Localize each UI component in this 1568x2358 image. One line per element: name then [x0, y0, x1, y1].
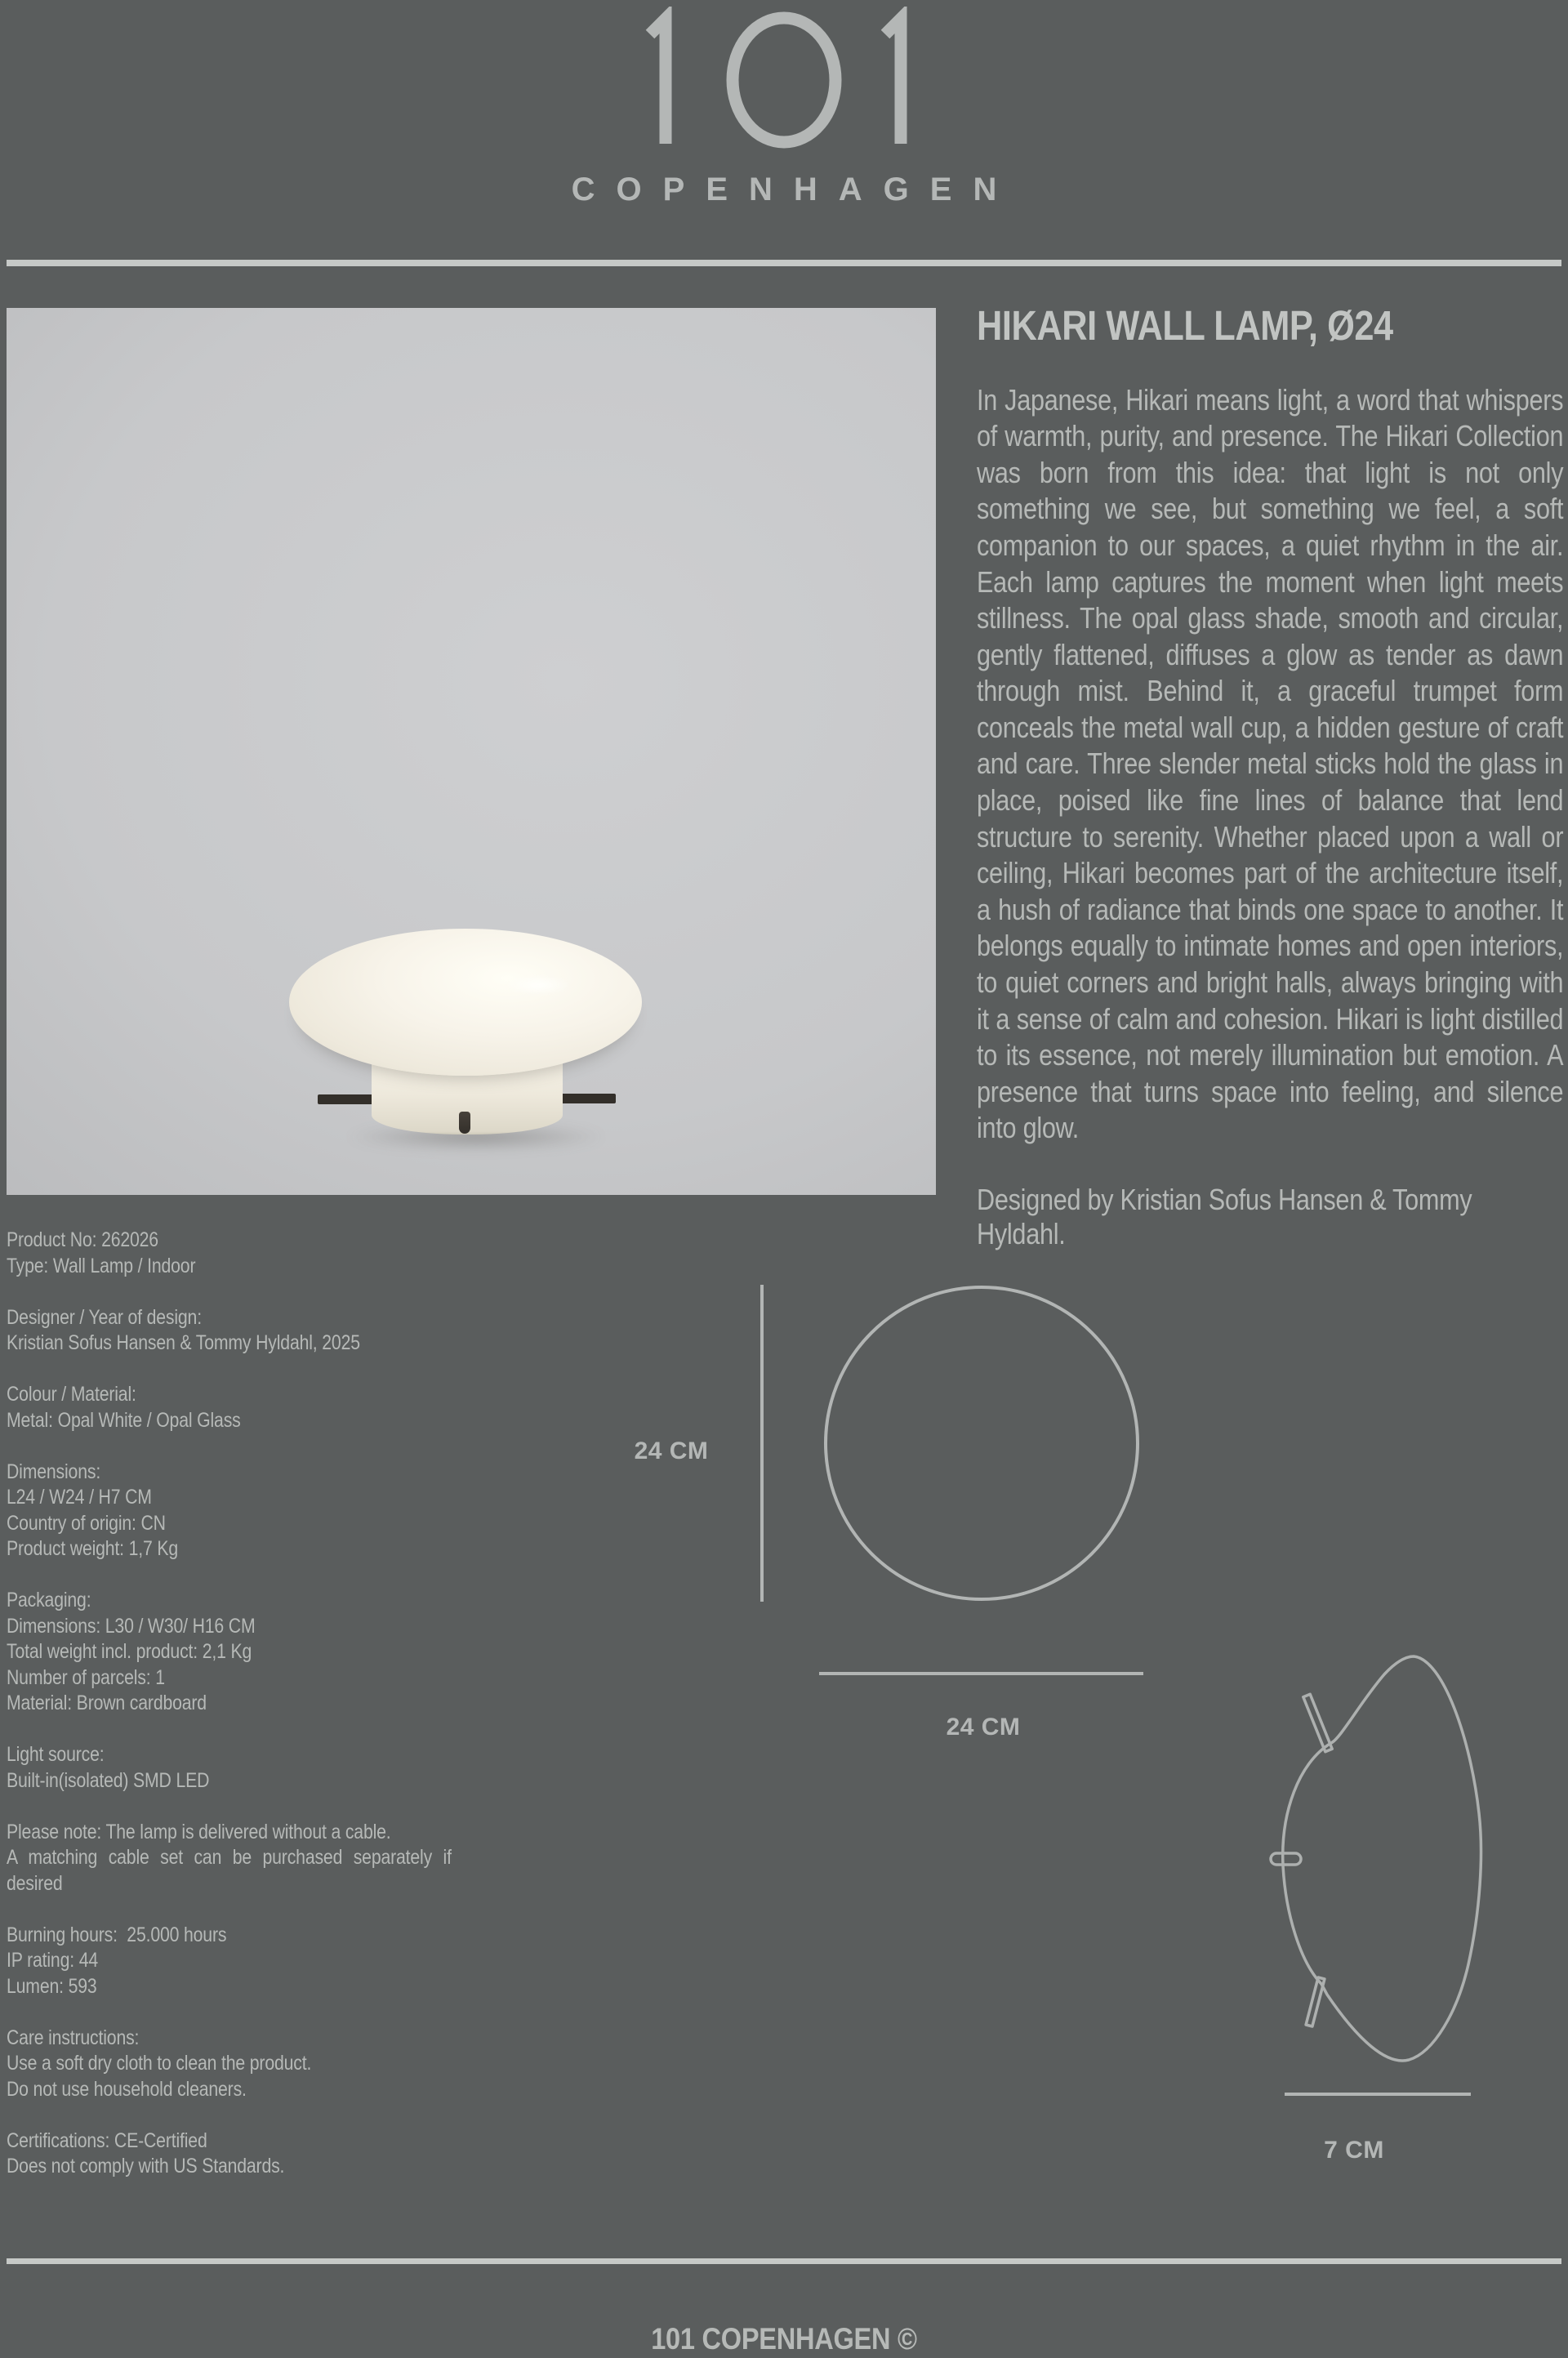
detail-block: [7, 1923, 452, 2000]
detail-line: Burning hours: 25.000 hours: [7, 1923, 227, 1946]
detail-line: L24 / W24 / H7 CM: [7, 1486, 152, 1509]
logo-digit-1b: [885, 19, 901, 144]
detail-line: Kristian Sofus Hansen & Tommy Hyldahl, 2025: [7, 1331, 360, 1354]
detail-line: Care instructions:: [7, 2026, 140, 2049]
logo-digit-1: [650, 19, 666, 144]
detail-block: [7, 1382, 452, 1433]
product-description: In Japanese, Hikari means light, a word that whispers of warmth, purity, and presence. The Hikari Collection was born from this idea: that light is not only something we see, but something we feel, a soft companion to our spaces, a quiet rhythm in the air. Each lamp captures the moment when light meets stillness. The opal glass shade, smooth and circular, gently flattened, diffuses a glow as tender as dawn through mist. Behind it, a graceful trumpet form conceals the metal wall cup, a hidden gesture of craft and care. Three slender metal sticks hold the glass in place, poised like fine lines of balance that lend structure to serenity. Whether placed upon a wall or ceiling, Hikari becomes part of the architecture itself, a hush of radiance that binds one space to another. It belongs equally to intimate homes and open interiors, to quiet corners and bright halls, always bringing with it a sense of calm and cohesion. Hikari is light distilled to its essence, not merely illumination but emotion. A presence that turns space into feeling, and silence into glow.: [977, 382, 1564, 1145]
detail-line: IP rating: 44: [7, 1949, 99, 1972]
detail-block: [7, 2026, 452, 2103]
detail-line: Number of parcels: 1: [7, 1665, 165, 1689]
product-photo: [7, 308, 936, 1195]
detail-line: Product weight: 1,7 Kg: [7, 1537, 179, 1560]
front-view-circle: [824, 1286, 1139, 1601]
brand-logo-101: [637, 7, 931, 150]
detail-line: A matching cable set can be purchased separately if desired: [7, 1846, 457, 1895]
footer-divider: [7, 2258, 1561, 2264]
height-dim-label: 24 CM: [634, 1438, 709, 1464]
footer-copyright: [0, 2322, 1568, 2356]
detail-block: [7, 2128, 452, 2180]
detail-block: [7, 1305, 452, 1357]
detail-line: Dimensions:: [7, 1460, 101, 1483]
detail-line: Lumen: 593: [7, 1974, 97, 1998]
width-dim-label: 24 CM: [946, 1714, 1021, 1741]
detail-line: Certifications: CE-Certified: [7, 2128, 207, 2152]
detail-block: [7, 1228, 452, 1279]
detail-line: Does not comply with US Standards.: [7, 2155, 285, 2177]
lamp-shade-highlight: [493, 971, 583, 999]
detail-line: Dimensions: L30 / W30/ H16 CM: [7, 1614, 256, 1638]
width-dimension-line: [819, 1672, 1143, 1675]
detail-line: Built-in(isolated) SMD LED: [7, 1768, 210, 1792]
detail-line: Use a soft dry cloth to clean the product.: [7, 2052, 312, 2075]
product-text-column: [977, 304, 1563, 1251]
page-title: HIKARI WALL LAMP, Ø24: [977, 302, 1393, 349]
lamp-stick-right: [559, 1094, 616, 1103]
detail-block: [7, 1588, 452, 1717]
depth-dimension-line: [1285, 2093, 1471, 2096]
brand-wordmark: COPENHAGEN: [571, 172, 1018, 207]
designer-credit: Designed by Kristian Sofus Hansen & Tommy Hyldahl.: [977, 1183, 1472, 1251]
lamp-front-peg: [459, 1112, 470, 1134]
detail-block: [7, 1820, 457, 1897]
lamp-shade: [289, 929, 642, 1076]
detail-line: Product No: 262026: [7, 1228, 158, 1251]
detail-line: Country of origin: CN: [7, 1511, 166, 1535]
product-details: [7, 1228, 457, 2205]
height-dimension-line: [760, 1285, 764, 1602]
detail-line: Do not use household cleaners.: [7, 2077, 247, 2101]
header-divider: [7, 260, 1561, 266]
detail-block: [7, 1742, 452, 1794]
detail-line: Light source:: [7, 1743, 105, 1766]
detail-line: Packaging:: [7, 1589, 91, 1611]
detail-line: Type: Wall Lamp / Indoor: [7, 1254, 196, 1277]
depth-dim-label: 7 CM: [1324, 2137, 1384, 2164]
detail-line: Colour / Material:: [7, 1383, 136, 1406]
side-wall-tab: [1271, 1853, 1301, 1865]
side-view-drawing: [1250, 1642, 1494, 2075]
lamp-stick-left: [318, 1094, 376, 1104]
detail-line: Material: Brown cardboard: [7, 1692, 207, 1714]
logo-digit-0: [733, 18, 835, 142]
side-top-stick: [1303, 1694, 1332, 1751]
detail-line: Designer / Year of design:: [7, 1305, 202, 1329]
detail-line: Please note: The lamp is delivered without a cable.: [7, 1820, 391, 1843]
detail-line: Metal: Opal White / Opal Glass: [7, 1408, 241, 1432]
footer-copyright-text: 101 COPENHAGEN ©: [651, 2322, 917, 2356]
detail-line: Total weight incl. product: 2,1 Kg: [7, 1640, 252, 1663]
detail-block: [7, 1460, 452, 1562]
